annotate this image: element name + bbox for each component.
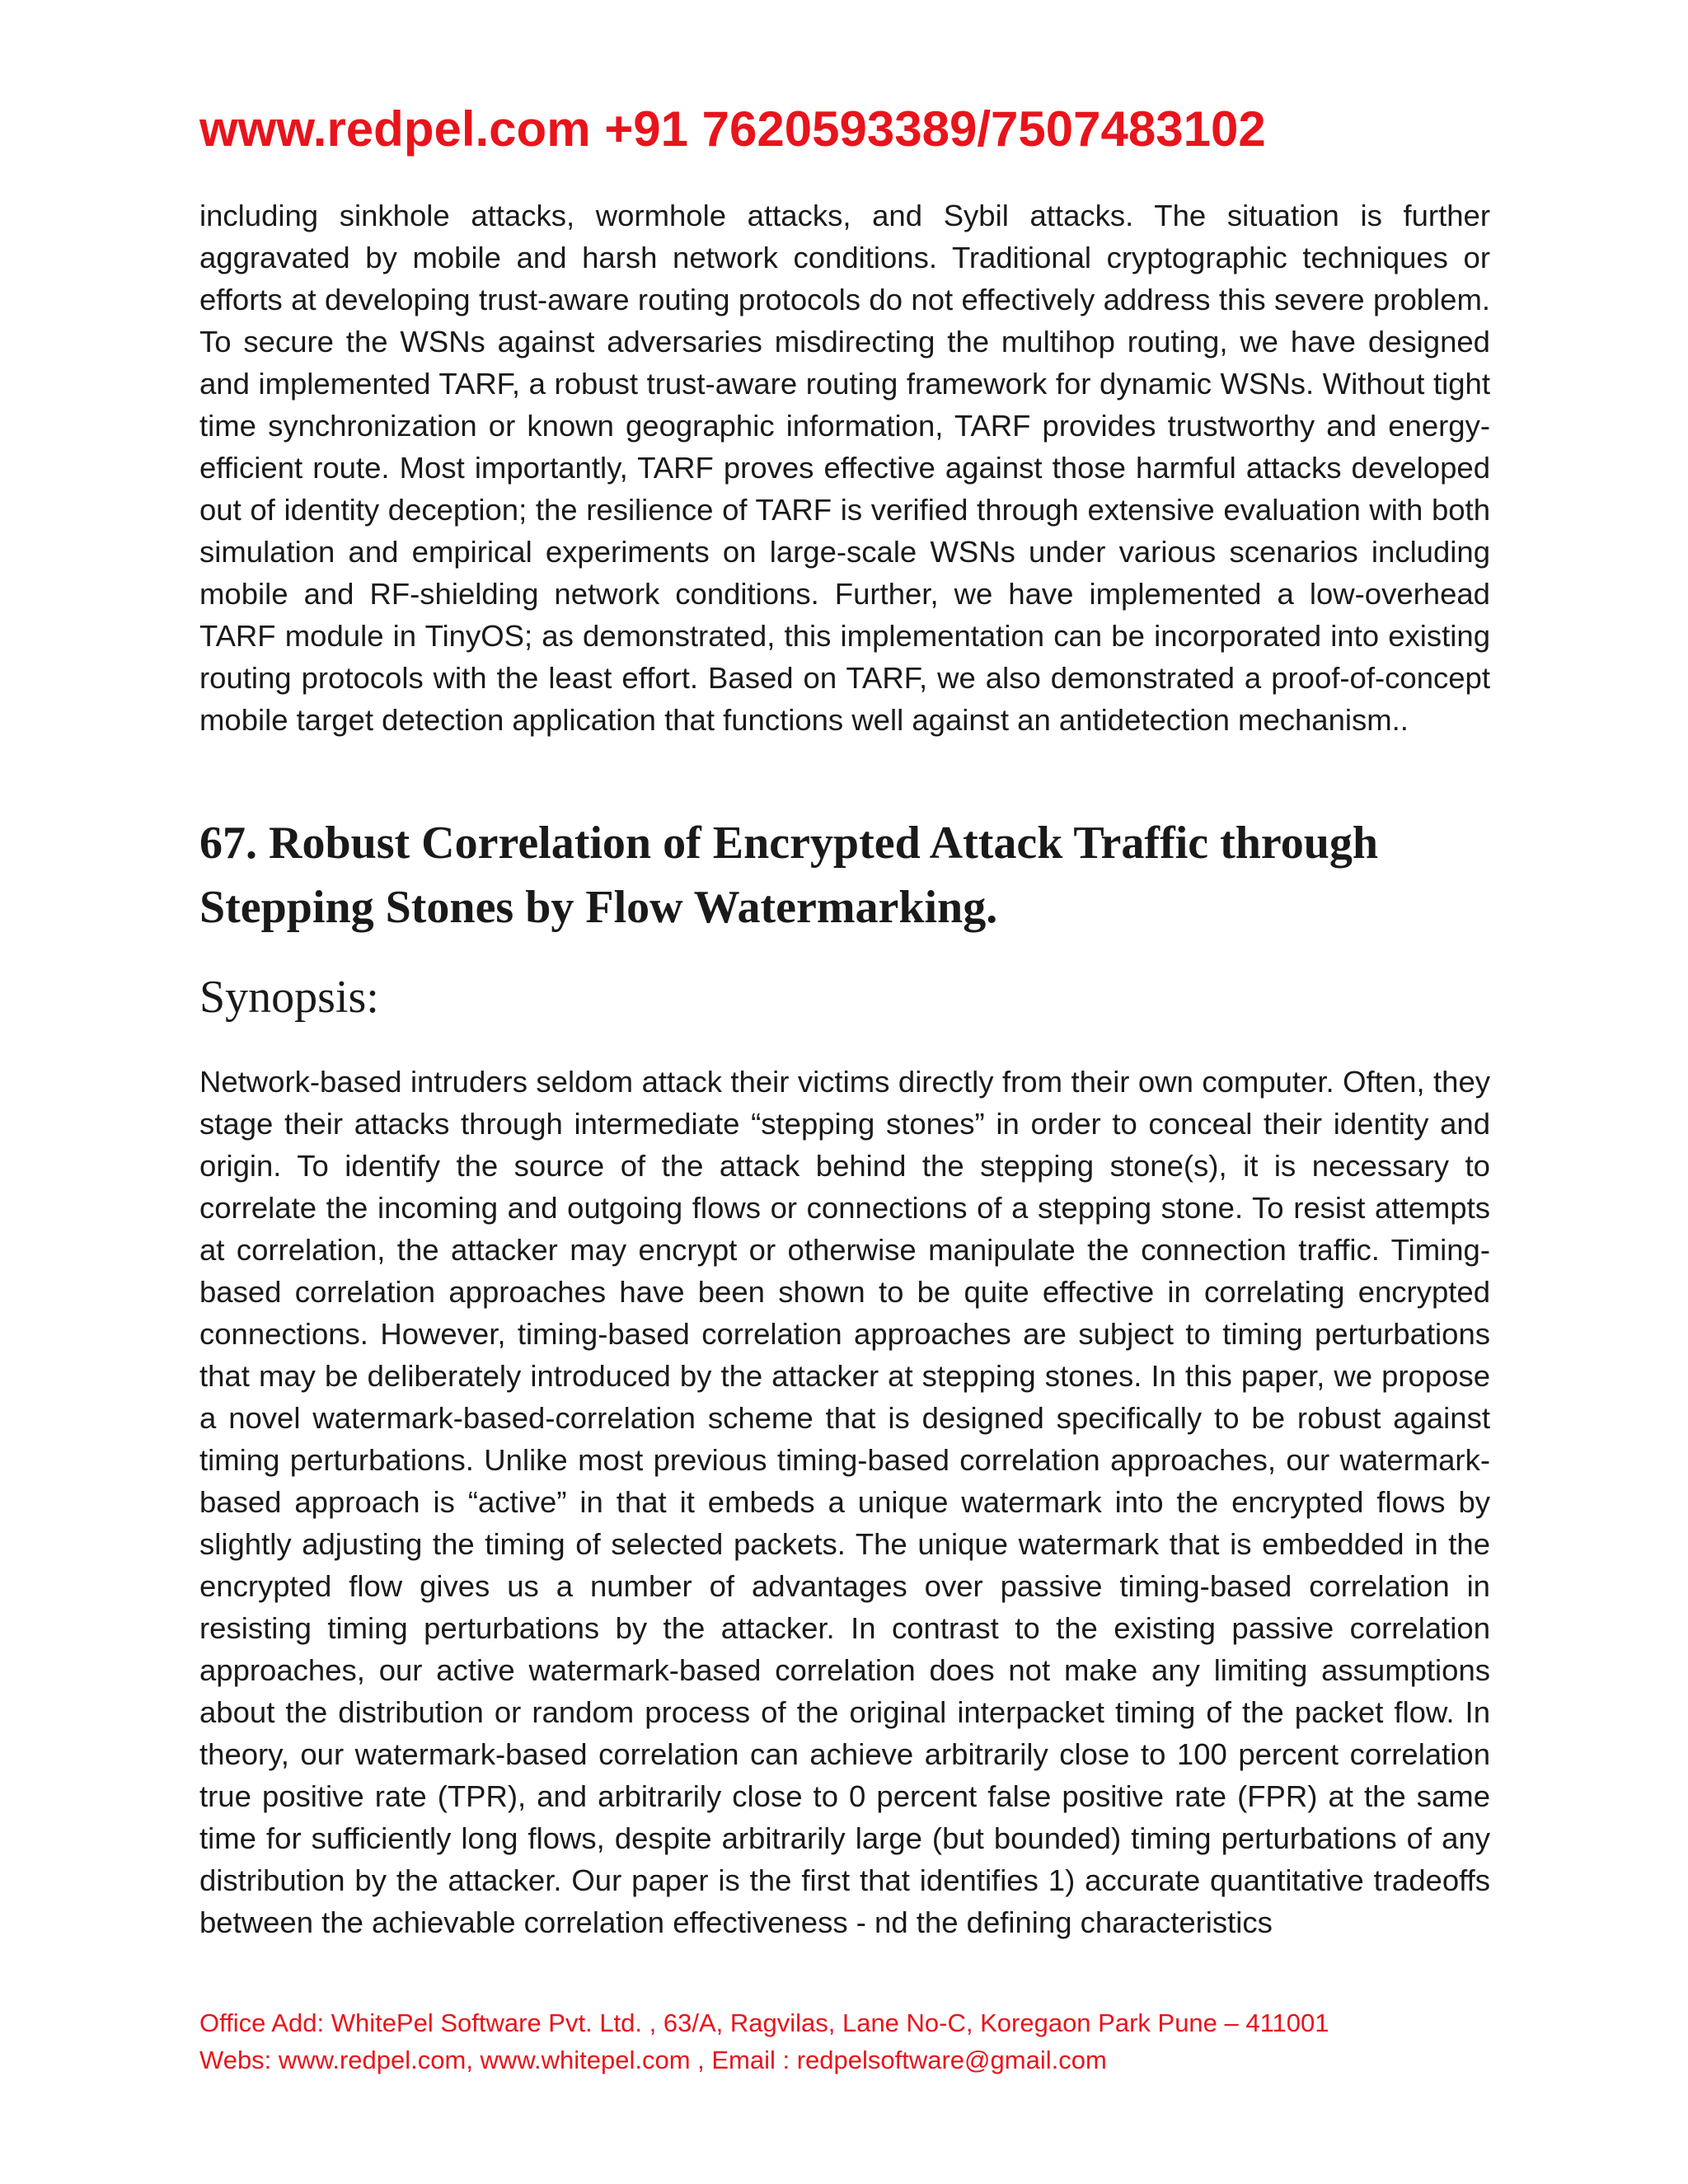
synopsis-heading: Synopsis: [199, 972, 379, 1023]
intro-paragraph: including sinkhole attacks, wormhole attacks, and Sybil attacks. The situation is further aggravated by mobile and harsh network conditions. Traditional cryptographic techniques or efforts at developing trust-aware routing protocols do not effectively address this severe problem. To secure the WSNs against adversaries misdirecting the multihop routing, we have designed and implemented TARF, a robust trust-aware routing framework for dynamic WSNs. Without tight time synchronization or known geographic information, TARF provides trustworthy and energy-efficient route. Most importantly, TARF proves effective against those harmful attacks developed out of identity deception; the resilience of TARF is verified through extensive evaluation with both simulation and empirical experiments on large-scale WSNs under various scenarios including mobile and RF-shielding network conditions. Further, we have implemented a low-overhead TARF module in TinyOS; as demonstrated, this implementation can be incorporated into existing routing protocols with the least effort. Based on TARF, we also demonstrated a proof-of-concept mobile target detection application that functions well against an antidetection mechanism.. [199, 199, 1490, 737]
page-header [199, 101, 1490, 158]
header-url[interactable]: www.redpel.com [199, 101, 591, 157]
footer-web-links[interactable]: Webs: www.redpel.com, www.whitepel.com , Email : redpelsoftware@gmail.com [199, 2046, 1107, 2074]
page-footer [199, 2004, 1490, 2079]
synopsis-body: Network-based intruders seldom attack their victims directly from their own computer. Often, they stage their attacks through intermediate “stepping stones” in order to conceal their identity and origin. To identify the source of the attack behind the stepping stone(s), it is necessary to correlate the incoming and outgoing flows or connections of a stepping stone. To resist attempts at correlation, the attacker may encrypt or otherwise manipulate the connection traffic. Timing-based correlation approaches have been shown to be quite effective in correlating encrypted connections. However, timing-based correlation approaches are subject to timing perturbations that may be deliberately introduced by the attacker at stepping stones. In this paper, we propose a novel watermark-based-correlation scheme that is designed specifically to be robust against timing perturbations. Unlike most previous timing-based correlation approaches, our watermark-based approach is “active” in that it embeds a unique watermark into the encrypted flows by slightly adjusting the timing of selected packets. The unique watermark that is embedded in the encrypted flow gives us a number of advantages over passive timing-based correlation in resisting timing perturbations by the attacker. In contrast to the existing passive correlation approaches, our active watermark-based correlation does not make any limiting assumptions about the distribution or random process of the original interpacket timing of the packet flow. In theory, our watermark-based correlation can achieve arbitrarily close to 100 percent correlation true positive rate (TPR), and arbitrarily close to 0 percent false positive rate (FPR) at the same time for sufficiently long flows, despite arbitrarily large (but bounded) timing perturbations of any distribution by the attacker. Our paper is the first that identifies 1) accurate quantitative tradeoffs between the achievable correlation effectiveness - nd the defining characteristics [199, 1065, 1490, 1939]
footer-office-address: Office Add: WhitePel Software Pvt. Ltd. , 63/A, Ragvilas, Lane No-C, Koregaon Park Pune – 411001 [199, 2008, 1329, 2037]
header-phone: +91 7620593389/7507483102 [604, 101, 1266, 157]
section-title: 67. Robust Correlation of Encrypted Attack Traffic through Stepping Stones by Flow Watermarking. [199, 818, 1379, 933]
